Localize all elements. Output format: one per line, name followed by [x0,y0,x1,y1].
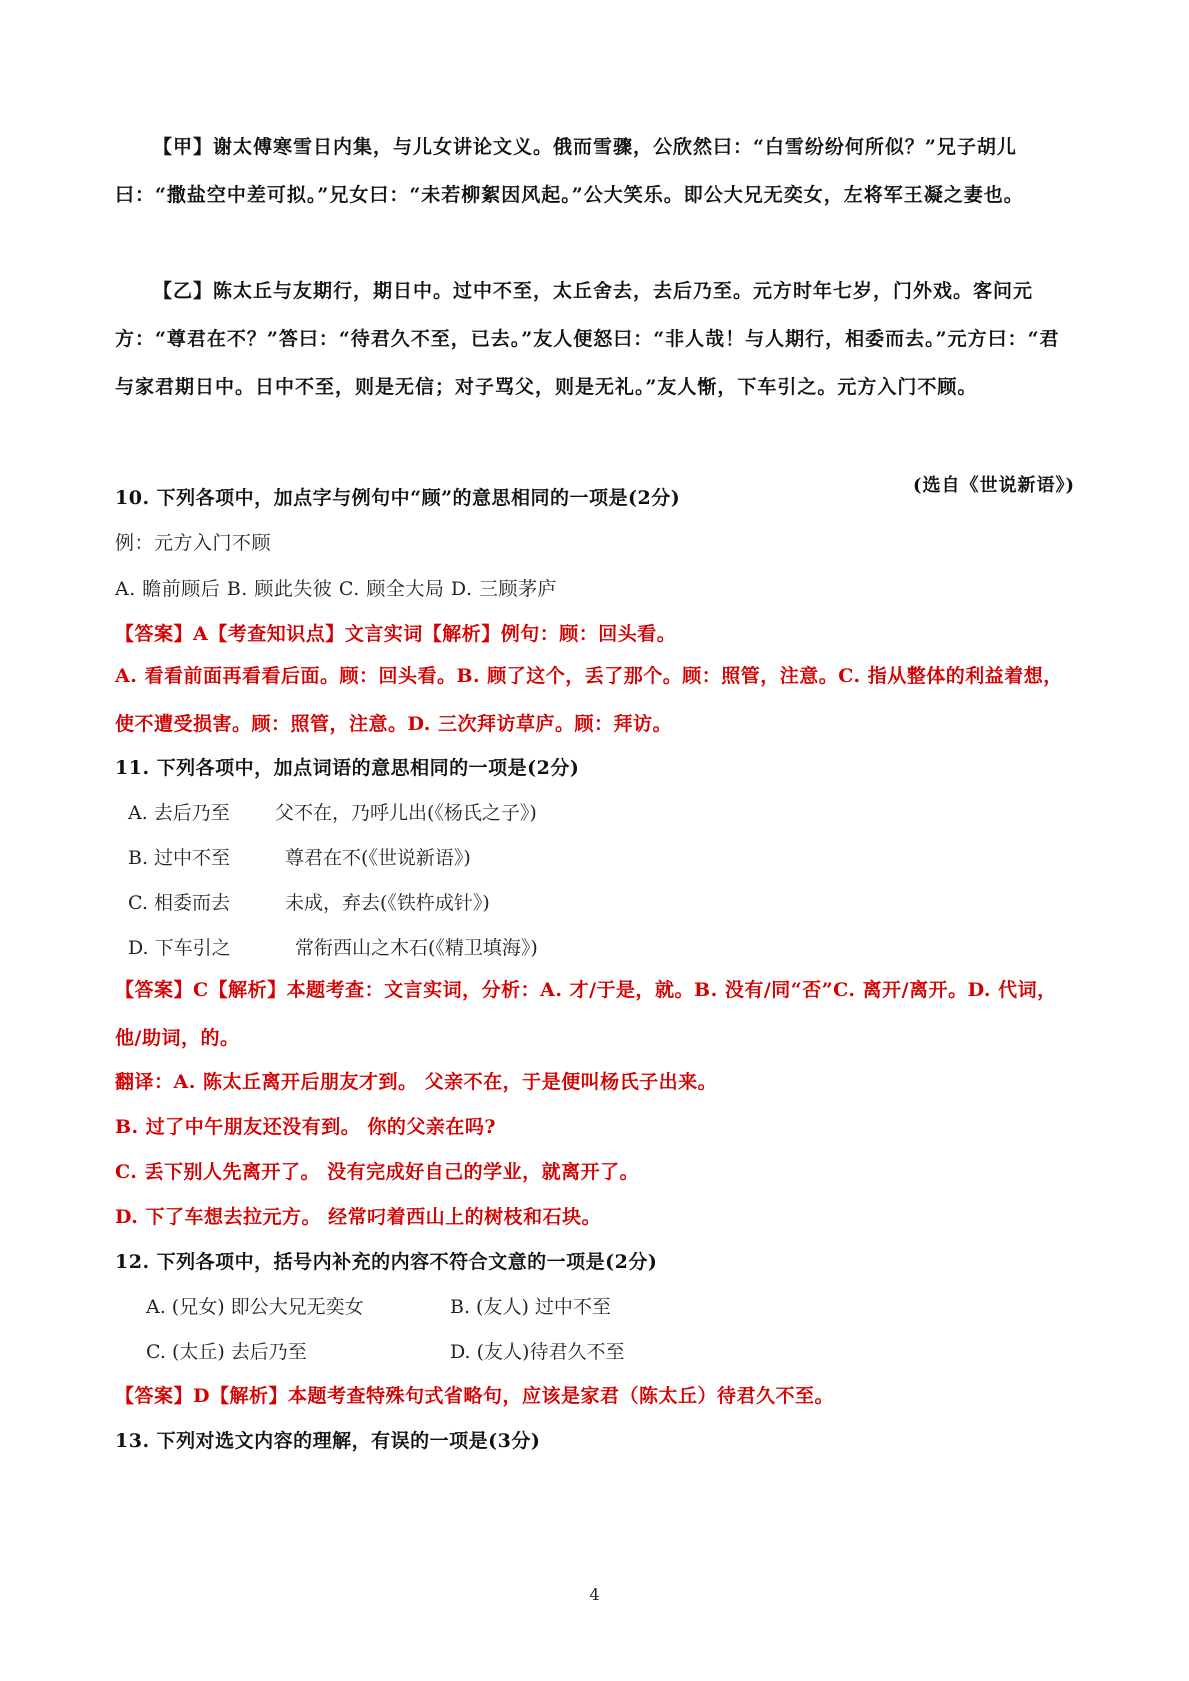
question-10-example: 例：元方入门不顾 [115,532,272,554]
question-11-stem: 11. 下列各项中，加点词语的意思相同的一项是(2分) [115,757,580,779]
question-12-option-c: C. (太丘) 去后乃至 [146,1341,307,1363]
question-11-option-b-left: B. 过中不至 [128,847,231,869]
page-number: 4 [589,1585,600,1604]
question-13-stem: 13. 下列对选文内容的理解，有误的一项是(3分) [115,1430,541,1452]
question-11-translation-c: C. 丢下别人先离开了。 没有完成好自己的学业，就离开了。 [115,1161,640,1183]
question-11-translation-a: 翻译：A. 陈太丘离开后朋友才到。 父亲不在，于是便叫杨氏子出来。 [115,1071,718,1093]
question-11-option-a-right: 父不在，乃呼儿出(《杨氏之子》) [275,802,537,824]
question-10-options: A. 瞻前顾后 B. 顾此失彼 C. 顾全大局 D. 三顾茅庐 [115,578,558,600]
passage-jia: 【甲】谢太傅寒雪日内集，与儿女讲论文义。俄而雪骤，公欣然曰：“白雪纷纷何所似？”兄子胡儿曰：“撒盐空中差可拟。”兄女曰：“未若柳絮因风起。”公大笑乐。即公大兄无奕女，左将军王凝之妻也。 [115,136,1024,206]
passage-yi: 【乙】陈太丘与友期行，期日中。过中不至，太丘舍去，去后乃至。元方时年七岁，门外戏。客问元方：“尊君在不？”答曰：“待君久不至，已去。”友人便怒曰：“非人哉！与人期行，相委而去。”元方曰：“君与家君期日中。日中不至，则是无信；对子骂父，则是无礼。”友人惭，下车引之。元方入门不顾。 [115,280,1060,398]
question-11-translation-d: D. 下了车想去拉元方。 经常叼着西山上的树枝和石块。 [115,1206,602,1228]
question-12-option-b: B. (友人) 过中不至 [450,1296,611,1318]
question-11-option-d-left: D. 下车引之 [128,937,231,959]
question-10-explanation: A. 看看前面再看看后面。顾：回头看。B. 顾了这个，丢了那个。顾：照管，注意。C. 指从整体的利益着想，使不遭受损害。顾：照管，注意。D. 三次拜访草庐。顾：拜访。 [115,665,1063,735]
question-10-stem: 10. 下列各项中，加点字与例句中“顾”的意思相同的一项是(2分) [115,487,681,509]
question-12-option-d: D. (友人)待君久不至 [450,1341,625,1363]
question-12-option-a: A. (兄女) 即公大兄无奕女 [146,1296,364,1318]
question-11-option-d-right: 常衔西山之木石(《精卫填海》) [295,937,538,959]
question-11-answer: 【答案】C【解析】本题考查：文言实词，分析：A. 才/于是，就。B. 没有/同“否”C. 离开/离开。D. 代词，他/助词，的。 [115,979,1057,1049]
question-11-option-c-left: C. 相委而去 [128,892,230,914]
question-11-option-a-left: A. 去后乃至 [128,802,230,824]
passage-source: (选自《世说新语》) [912,475,1075,496]
question-11-option-c-right: 未成，弃去(《铁杵成针》) [285,892,490,914]
question-11-option-b-right: 尊君在不(《世说新语》) [285,847,471,869]
question-12-answer: 【答案】D【解析】本题考查特殊句式省略句，应该是家君（陈太丘）待君久不至。 [115,1385,834,1407]
question-10-answer: 【答案】A【考查知识点】文言实词【解析】例句：顾：回头看。 [115,623,677,645]
question-12-stem: 12. 下列各项中，括号内补充的内容不符合文意的一项是(2分) [115,1251,658,1273]
question-11-translation-b: B. 过了中午朋友还没有到。 你的父亲在吗? [115,1116,497,1138]
